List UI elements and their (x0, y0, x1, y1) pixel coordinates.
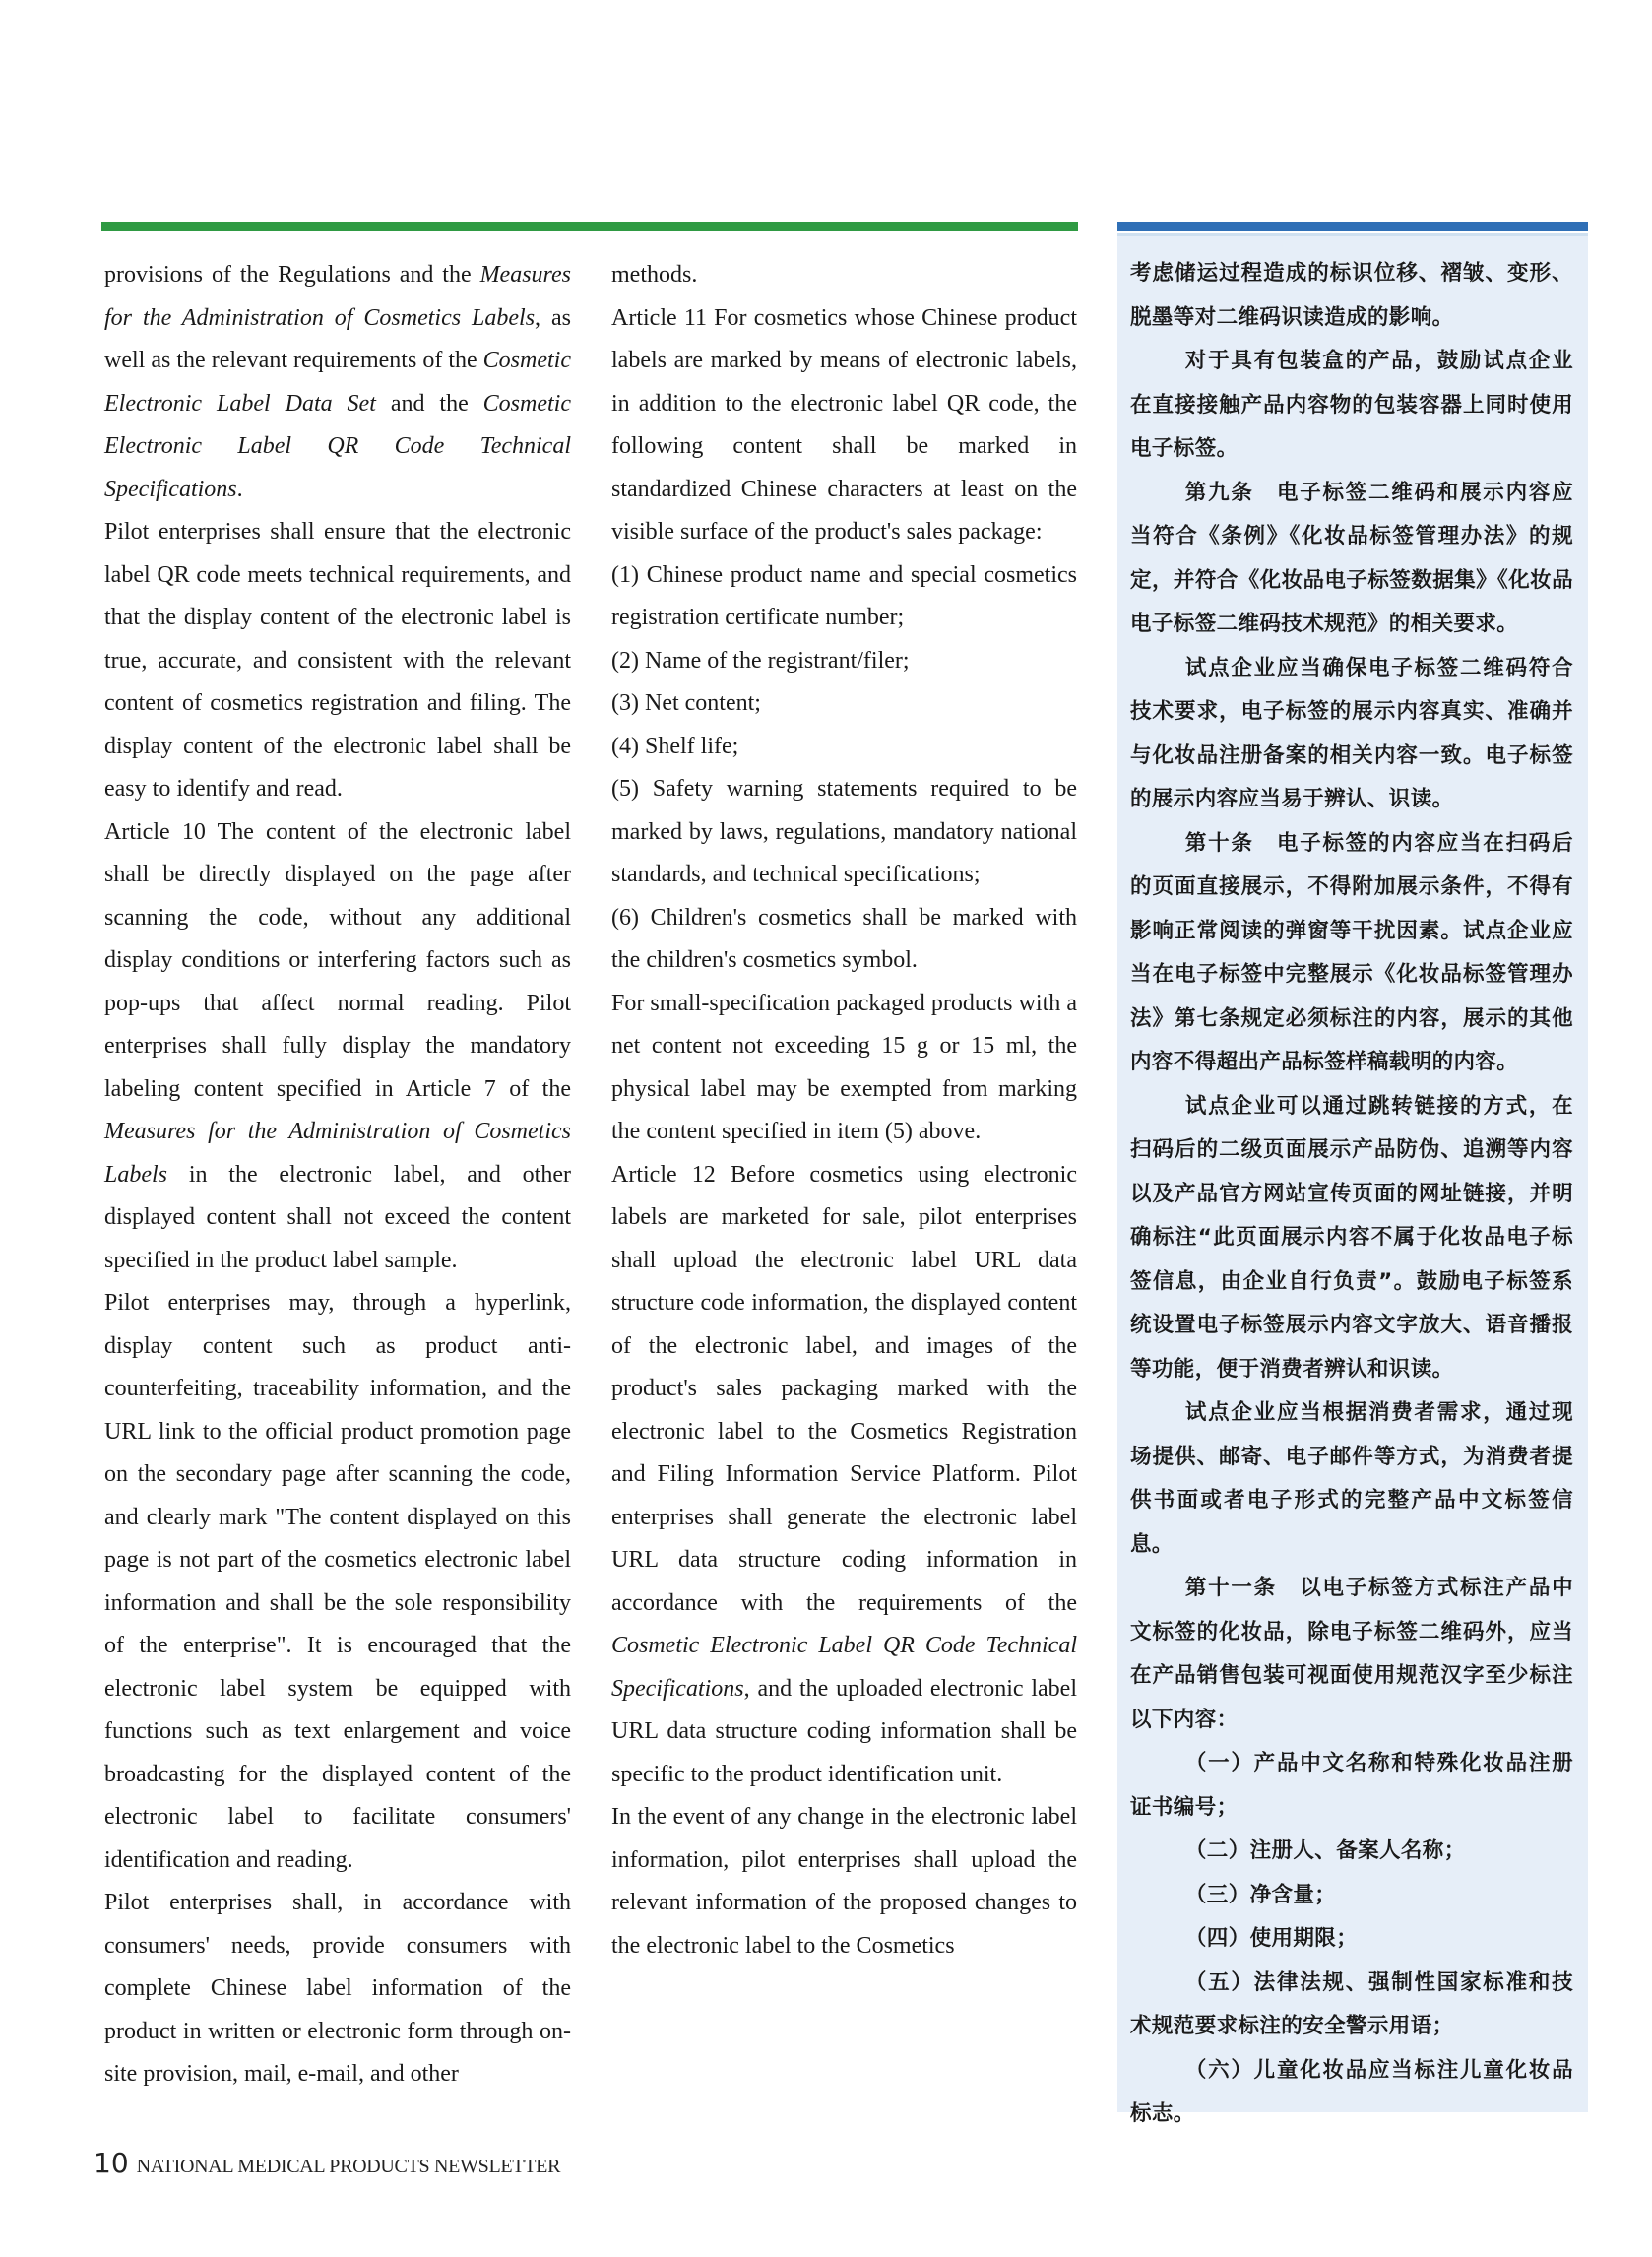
article-10: Article 10 The content of the electronic label shall be directly displayed on the page after scanning the code, without any additional display conditions or interfering factors such as pop-ups that affect normal reading. Pilot enterprises shall fully display the mandatory labeling content specified in Article 7 of the Measures for the Administration of Cosmetics Labels in the electronic label, and other displayed content shall not exceed the content specified in the product label sample. (104, 818, 571, 1273)
paragraph: 试点企业应当根据消费者需求，通过现场提供、邮寄、电子邮件等方式，为消费者提供书面或者电子形式的完整产品中文标签信息。 (1130, 1400, 1573, 1557)
list-item: （三）净含量； (1184, 1882, 1337, 1907)
paragraph: Pilot enterprises shall ensure that the electronic label QR code meets technical requirements, and that the display content of the electronic label is true, accurate, and consistent with the relevant content of cosmetics registration and filing. The display content of the electronic label shall be easy to identify and read. (104, 519, 571, 802)
list-item: （六）儿童化妆品应当标注儿童化妆品标志。 (1130, 2057, 1573, 2126)
article-9-zh: 第九条 电子标签二维码和展示内容应当符合《条例》《化妆品标签管理办法》的规定，并符合《化妆品电子标签数据集》《化妆品电子标签二维码技术规范》的相关要求。 (1130, 480, 1573, 636)
blue-header-rule (1117, 222, 1588, 231)
list-item: (3) Net content; (611, 690, 761, 716)
paragraph: Pilot enterprises shall, in accordance with consumers' needs, provide consumers with complete Chinese label information of the product in written or electronic form through on-site provision, mail, e-mail, and other (104, 1890, 571, 2087)
page-number: 10 (94, 2147, 129, 2179)
paragraph: 考虑储运过程造成的标识位移、褶皱、变形、脱墨等对二维码识读造成的影响。 (1130, 261, 1573, 330)
page-footer (94, 2147, 560, 2179)
english-column-middle (611, 254, 1077, 1967)
publication-title: NATIONAL MEDICAL PRODUCTS NEWSLETTER (136, 2156, 561, 2177)
paragraph: 试点企业应当确保电子标签二维码符合技术要求，电子标签的展示内容真实、准确并与化妆品注册备案的相关内容一致。电子标签的展示内容应当易于辨认、识读。 (1130, 655, 1573, 811)
paragraph: provisions of the Regulations and the Measures for the Administration of Cosmetics Labels, as well as the relevant requirements of the Cosmetic Electronic Label Data Set and the Cosmetic Electronic Label QR Code Technical Specifications. (104, 262, 571, 502)
list-item: （五）法律法规、强制性国家标准和技术规范要求标注的安全警示用语； (1130, 1969, 1573, 2038)
list-item: (1) Chinese product name and special cosmetics registration certificate number; (611, 561, 1077, 630)
paragraph: In the event of any change in the electronic label information, pilot enterprises shall upload the relevant information of the proposed changes to the electronic label to the Cosmetics (611, 1804, 1077, 1959)
list-item: （二）注册人、备案人名称； (1184, 1838, 1466, 1863)
english-column-left (104, 254, 571, 2096)
article-11-zh: 第十一条 以电子标签方式标注产品中文标签的化妆品，除电子标签二维码外，应当在产品销售包装可视面使用规范汉字至少标注以下内容： (1130, 1576, 1573, 1732)
paragraph: 对于具有包装盒的产品，鼓励试点企业在直接接触产品内容物的包装容器上同时使用电子标签。 (1130, 349, 1573, 461)
list-item: (4) Shelf life; (611, 733, 739, 759)
list-item: (5) Safety warning statements required to be marked by laws, regulations, mandatory national standards, and technical specifications; (611, 776, 1077, 887)
paragraph: For small-specification packaged products with a net content not exceeding 15 g or 15 ml, the physical label may be exempted from marking the content specified in item (5) above. (611, 990, 1077, 1144)
article-10-zh: 第十条 电子标签的内容应当在扫码后的页面直接展示，不得附加展示条件，不得有影响正常阅读的弹窗等干扰因素。试点企业应当在电子标签中完整展示《化妆品标签管理办法》第七条规定必须标注的内容，展示的其他内容不得超出产品标签样稿载明的内容。 (1130, 830, 1573, 1074)
article-12: Article 12 Before cosmetics using electronic labels are marketed for sale, pilot enterprises shall upload the electronic label URL data structure code information, the displayed content of the electronic label, and images of the product's sales packaging marked with the electronic label to the Cosmetics Registration and Filing Information Service Platform. Pilot enterprises shall generate the electronic label URL data structure coding information in accordance with the requirements of the Cosmetic Electronic Label QR Code Technical Specifications, and the uploaded electronic label URL data structure coding information shall be specific to the product identification unit. (611, 1161, 1077, 1787)
article-11: Article 11 For cosmetics whose Chinese product labels are marked by means of electronic labels, in addition to the electronic label QR code, the following content shall be marked in standardized Chinese characters at least on the visible surface of the product's sales package: (611, 304, 1077, 545)
list-item: （四）使用期限； (1184, 1926, 1359, 1951)
list-item: (6) Children's cosmetics shall be marked with the children's cosmetics symbol. (611, 904, 1077, 973)
paragraph: Pilot enterprises may, through a hyperlink, display content such as product anti-counterfeiting, traceability information, and the URL link to the official product promotion page on the secondary page after scanning the code, and clearly mark "The content displayed on this page is not part of the cosmetics electronic label information and shall be the sole responsibility of the enterprise". It is encouraged that the electronic label system be equipped with functions such as text enlargement and voice broadcasting for the displayed content of the electronic label to facilitate consumers' identification and reading. (104, 1290, 571, 1873)
list-item: (2) Name of the registrant/filer; (611, 647, 910, 674)
green-header-rule (101, 222, 1078, 231)
list-item: （一）产品中文名称和特殊化妆品注册证书编号； (1130, 1751, 1573, 1820)
paragraph: 试点企业可以通过跳转链接的方式，在扫码后的二级页面展示产品防伪、追溯等内容以及产品官方网站宣传页面的网址链接，并明确标注“此页面展示内容不属于化妆品电子标签信息，由企业自行负责”。鼓励电子标签系统设置电子标签展示内容文字放大、语音播报等功能，便于消费者辨认和识读。 (1130, 1093, 1573, 1382)
chinese-column (1130, 252, 1573, 2137)
paragraph: methods. (611, 262, 698, 288)
